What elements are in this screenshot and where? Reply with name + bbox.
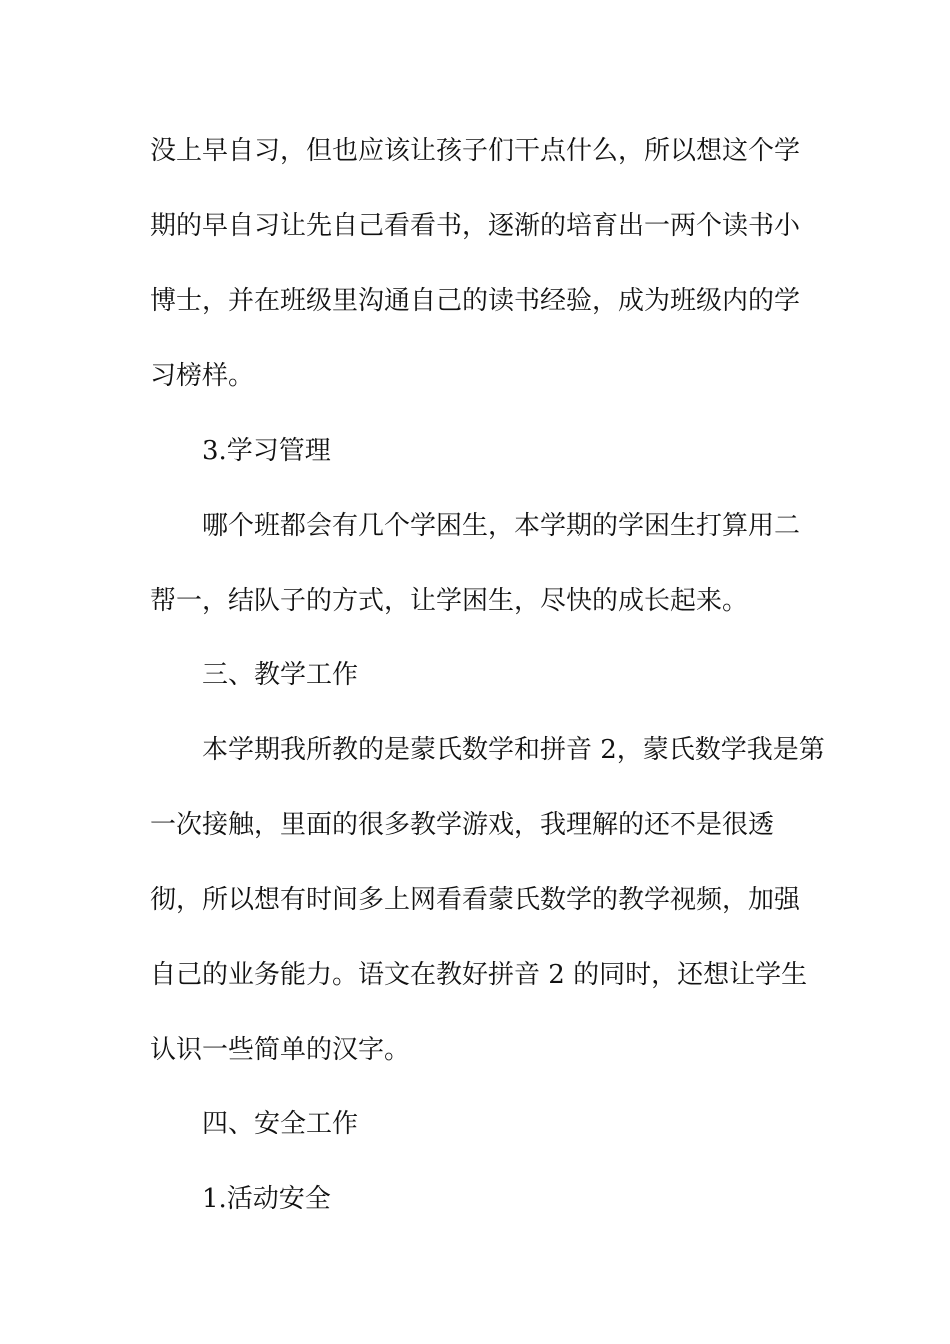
paragraph-line: 彻，所以想有时间多上网看看蒙氏数学的教学视频，加强	[150, 885, 801, 915]
paragraph-line: 没上早自习，但也应该让孩子们干点什么，所以想这个学	[150, 136, 801, 166]
section-heading: 1.活动安全	[202, 1184, 331, 1214]
paragraph-line: 期的早自习让先自己看看书，逐渐的培育出一两个读书小	[150, 211, 801, 241]
paragraph-line: 哪个班都会有几个学困生，本学期的学困生打算用二	[202, 511, 801, 541]
paragraph-line: 习榜样。	[150, 361, 255, 391]
section-heading: 四、安全工作	[202, 1109, 359, 1139]
paragraph-line: 帮一，结队子的方式，让学困生，尽快的成长起来。	[150, 586, 749, 616]
paragraph-line: 一次接触，里面的很多教学游戏，我理解的还不是很透	[150, 810, 775, 840]
section-heading: 3.学习管理	[202, 436, 331, 466]
paragraph-line: 认识一些简单的汉字。	[150, 1035, 411, 1065]
section-heading: 三、教学工作	[202, 660, 359, 690]
paragraph-line: 本学期我所教的是蒙氏数学和拼音 2，蒙氏数学我是第	[202, 735, 825, 765]
paragraph-line: 博士，并在班级里沟通自己的读书经验，成为班级内的学	[150, 286, 801, 316]
paragraph-line: 自己的业务能力。语文在教好拼音 2 的同时，还想让学生	[150, 960, 808, 990]
